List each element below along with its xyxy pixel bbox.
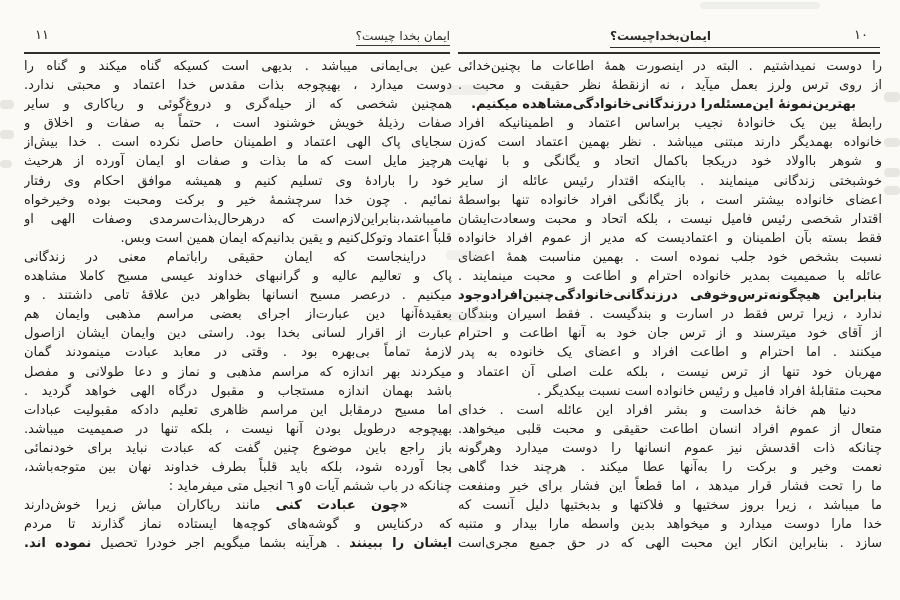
text-line: اما مسیح درمقابل این مراسم ظاهری تعلیم دادکه مقبولیت عبادات [24, 402, 452, 418]
text-line: سازد . بنابراین انکار این محبت الهی که در حق جمیع مجری‌است [458, 536, 882, 552]
text-line: ما را تحت فشار قرار میدهد ، اما قطعاً این فشار برای خیر ومنفعت [458, 479, 882, 495]
scan-artifact [884, 138, 900, 147]
bold-text-segment: نموده اند. [24, 536, 92, 552]
scan-artifact [0, 160, 12, 168]
text-line: دنیا هم خانهٔ خداست و بشر افراد این عائله است . خدای [458, 402, 856, 418]
text-line: رابطهٔ بین یک خانوادهٔ نجیب براساس اعتماد و اطمینانیکه افراد [458, 116, 882, 132]
text-line: اعضای خانواده بیشتر است ، باز یگانگی افراد خانواده تنها بواسطهٔ [458, 192, 882, 208]
page-number-right: ١٠ [854, 28, 868, 43]
text-line: عائله با صمیمیت بمدیر خانواده احترام و اطاعت و محبت مینمایند . [458, 269, 882, 285]
right-page [458, 0, 882, 600]
text-line: و شوهر بااولاد خود دریکجا باکمال اتحاد و یگانگی و با نهایت [458, 154, 882, 170]
text-line: از روی ترس ولرز بعمل میآید ، نه ازنقطهٔ نظر حقیقت و محبت . [458, 78, 882, 94]
text-line: چنانکه ذات اقدسش نیز عموم انسانها را دوست میدارد وهرگونه [458, 440, 882, 456]
running-title-left: ایمان بخدا چیست؟ [356, 29, 450, 46]
text-line: ندارد ، زیرا ترس فقط در اسارت و بندگیست . فقط اسیران وبندگان [458, 307, 882, 323]
page-text-right [458, 57, 882, 580]
text-line [24, 534, 452, 553]
text-line: نمائیم . چون خدا سرچشمهٔ خیر و برکت ومحبت بوده وخیرخواه [24, 192, 452, 208]
text-line: بعقیدهٔ‌آنها دین عبارت‌از اجرای بعضی مراسم مذهبی وایمان هم [24, 307, 452, 323]
text-line: را دوست نمیداشتیم . البته در اینصورت همهٔ اطاعات ما بچنین‌خدائی [458, 59, 882, 74]
text-line: مامیباشد،بنابراین‌لازم‌است که درهرحال‌بذات‌سرمدی وصفات الهی او [24, 211, 452, 227]
text-line: لازمهٔ تماماً بی‌بهره بود . وقتی در معابد عبادت مینمودند گمان [24, 345, 452, 361]
scan-artifact [0, 130, 14, 139]
text-line: بنابراین هیچگونه‌ترس‌وخوفی درزندگانی‌خانوادگی‌چنین‌افرادوجود [458, 288, 882, 304]
bold-text-segment: ایشان را ببینند [349, 536, 452, 552]
header-underline-right [610, 47, 880, 48]
scan-artifact [884, 92, 900, 102]
text-line: همچنین شخصی که از حیله‌گری و دروغ‌گوئی و ریاکاری و سایر [24, 97, 452, 113]
text-line: میکنیم . درعصر مسیح انسانها بظواهر دین علاقهٔ تامی داشتند . و [24, 288, 452, 304]
text-line: چنانکه در باب ششم آیات ٥و ٦ انجیل متی میفرماید : [168, 479, 452, 495]
text-line: ما میباشد ، زیرا بروز سختیها و فلاکتها و بدبختیها دلیل آنست که [458, 498, 882, 514]
text-line: باز راجع باین موضوع چنین گفت که عبادت نباید برای خودنمائی [24, 440, 452, 456]
text-line: عین بی‌ایمانی میباشد . بدیهی است کسیکه گناه میکند و گناه را [24, 59, 452, 74]
text-line: متعال از عموم افراد انسان اطاعت حقیقی و محبت قلبی میخواهد. [458, 421, 882, 437]
page-number-left: ١١ [35, 28, 49, 43]
text-line: مهربان خود تنها از ترس نیست ، بلکه علت اصلی آن اعتماد و [458, 364, 882, 380]
left-page [24, 0, 452, 600]
bold-text-segment: «چون عبادت کنی [260, 498, 408, 514]
text-line: نسبت بشخص خود جلب نموده است . بهمین مناسبت همهٔ اعضای [458, 249, 882, 265]
text-line: قلباً اعتماد وتوکل‌کنیم و یقین بدانیم‌که ایمان همین است وبس. [120, 230, 452, 246]
scan-artifact [0, 100, 14, 109]
text-line: میکردند بهر اندازه که مراسم مذهبی و نماز و دعا طولانی و مفصل [24, 364, 452, 380]
text-line: فقط بسته بآن اطمینان و اعتمادیست که مدیر از عموم افراد خانواده [458, 230, 882, 246]
text-line: دوست میدارد ، بهیچوجه بذات مقدس خدا اعتماد و محبتی ندارد. [24, 78, 452, 94]
text-line: بهترین‌نمونهٔ این‌مسئله‌را درزندگانی‌خانوادگی‌مشاهده میکنیم. [471, 97, 856, 113]
text-line: دراینجاست که ایمان حقیقی راباتمام معنی در زندگانی [24, 249, 426, 265]
header-rule-right [458, 52, 880, 54]
text-line: سجایای پاک الهی اعتماد و اطمینان حاصل نکرده است . خدا بیش‌از [24, 135, 452, 151]
text-line: خدا مارا دوست میدارد و میخواهد بدین واسطه مارا بیدار و متنبه [458, 517, 882, 533]
text-line: از آقای خود میترسند و از ترس جان خود به آنها اطاعت و احترام [458, 326, 882, 342]
text-line: بجا آورده شود، بلکه باید قلباً بطرف خداوند نهان بین متوجه‌باشد، [24, 459, 452, 475]
text-segment: مانند ریاکاران مباش زیرا خوش‌دارند [24, 498, 261, 514]
text-line: خوشبختی زندگانی مینمایند . بااینکه اقتدار رئیس عائله از سایر [458, 173, 882, 189]
text-line: میکنند . اما احترام و اطاعت افراد و اعضای یک خانوده به پدر [458, 345, 882, 361]
text-line: باشد بهمان اندازه مستجاب و مقبول درگاه الهی خواهد گردید . [24, 383, 452, 399]
text-line: که درکنایس و گوشه‌های کوچه‌ها ایستاده نماز گذارند تا مردم [24, 517, 452, 533]
text-line [24, 496, 452, 515]
text-line: خانواده بهمدیگر دارند مبتنی میباشد . نظر بهمین اعتماد است که‌زن [458, 135, 882, 151]
header-rule-left [24, 52, 450, 54]
text-line: خود را بارادهٔ وی تسلیم کنیم و همیشه موافق احکام وی رفتار [24, 173, 452, 189]
text-line: پاک و تعالیم عالیه و گرانبهای خداوند عیسی مسیح کاملا مشاهده [24, 269, 452, 285]
text-line: اقتدار شخصی رئیس فامیل نیست ، بلکه اتحاد و محبت وسعادت‌ایشان [458, 211, 882, 227]
running-title-right: ایمان‌بخداچیست؟ [610, 29, 712, 43]
text-line: عبارت از اقرار لسانی بخدا بود. راستی دین وایمان ایشان ازاصول [24, 326, 452, 342]
text-segment: . هرآینه بشما میگویم اجر خودرا تحصیل [91, 536, 350, 552]
text-line: صفات رذیلهٔ خویش خوشنود است ، حتماً به صفات و اخلاق و [24, 116, 452, 132]
text-line: هرچیز مایل است که ما بذات و صفات او ایمان آورده از هرحیث [24, 154, 452, 170]
text-line: نعمت وخیر و برکت را به‌آنها عطا میکند . هرچند خدا گاهی [458, 459, 882, 475]
scan-artifact [884, 168, 900, 177]
text-line: محبت متقابلهٔ افراد فامیل و رئیس خانواده است نسبت بیکدیگر . [536, 383, 882, 399]
page-text-left [24, 57, 452, 580]
text-line: بهیچوجه درطویل بودن آنها نیست ، بلکه تنها در صمیمیت میباشد. [24, 421, 452, 437]
scan-artifact [884, 186, 900, 195]
